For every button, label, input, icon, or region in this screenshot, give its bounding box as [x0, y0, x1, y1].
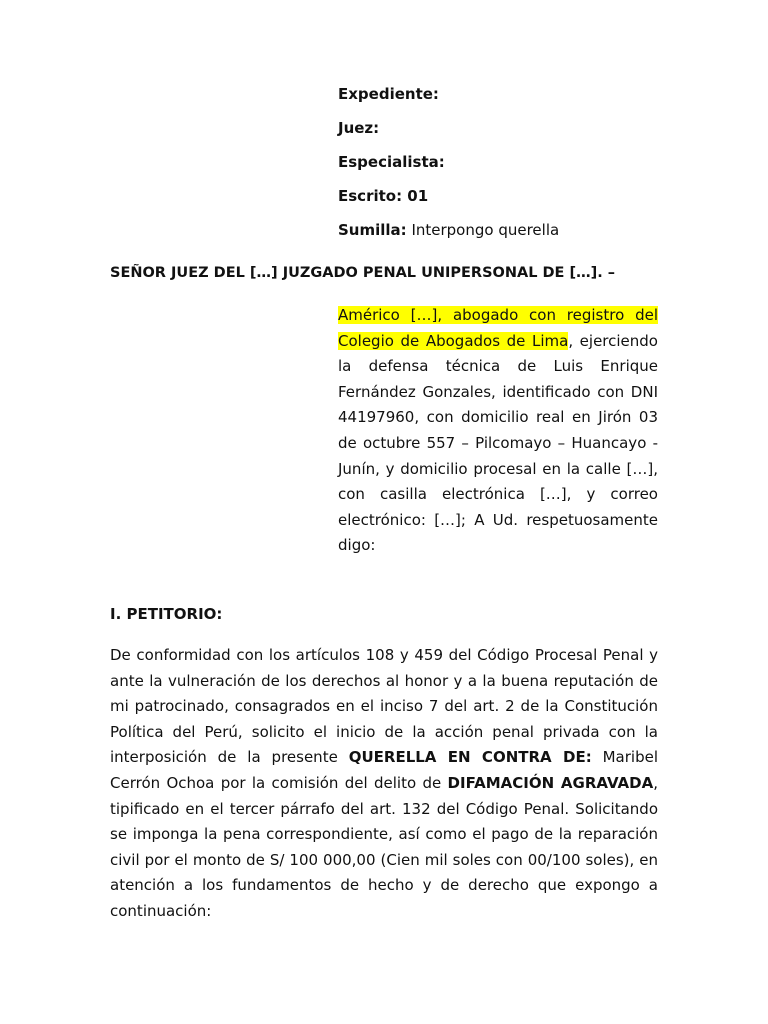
especialista-label: Especialista:	[338, 153, 445, 171]
difamacion-bold: DIFAMACIÓN AGRAVADA	[447, 773, 654, 792]
escrito-line	[338, 186, 428, 206]
intro-paragraph	[338, 303, 658, 559]
petitorio-text-2: Maribel Cerrón Ochoa por la comisión del delito de	[110, 748, 658, 792]
expediente-line	[338, 84, 439, 104]
addressee-heading: SEÑOR JUEZ DEL […] JUZGADO PENAL UNIPERSONAL DE […]. –	[110, 265, 616, 281]
highlighted-text: Américo […], abogado con registro del Colegio de Abogados de Lima	[338, 306, 658, 350]
expediente-label: Expediente:	[338, 85, 439, 103]
juez-line	[338, 118, 379, 138]
petitorio-text-3: , tipificado en el tercer párrafo del art. 132 del Código Penal. Solicitando se imponga la pena correspondiente, así como el pago de la reparación civil por el monto de S/ 100 000,00 (Cien mil soles con 00/100 soles), en atención a los fundamentos de hecho y de derecho que expongo a continuación:	[110, 773, 659, 920]
especialista-line	[338, 152, 445, 172]
querella-bold: QUERELLA EN CONTRA DE:	[348, 748, 592, 767]
sumilla-label: Sumilla:	[338, 221, 407, 239]
petitorio-paragraph	[110, 643, 658, 925]
petitorio-heading: I. PETITORIO:	[110, 605, 223, 623]
escrito-label: Escrito: 01	[338, 187, 429, 205]
sumilla-line	[338, 220, 559, 240]
sumilla-value: Interpongo querella	[411, 221, 560, 239]
intro-text: , ejerciendo la defensa técnica de Luis Enrique Fernández Gonzales, identificado con DNI 44197960, con domicilio real en Jirón 03 de octubre 557 – Pilcomayo – Huancayo - Junín, y domicilio procesal en la calle […], con casilla electrónica […], y correo electrónico: […]; A Ud. respetuosamente digo:	[338, 331, 658, 555]
petitorio-text-1: De conformidad con los artículos 108 y 459 del Código Procesal Penal y ante la vulneración de los derechos al honor y a la buena reputación de mi patrocinado, consagrados en el inciso 7 del art. 2 de la Constitución Política del Perú, solicito el inicio de la acción penal privada con la interposición de la presente	[110, 646, 658, 767]
juez-label: Juez:	[338, 119, 380, 137]
